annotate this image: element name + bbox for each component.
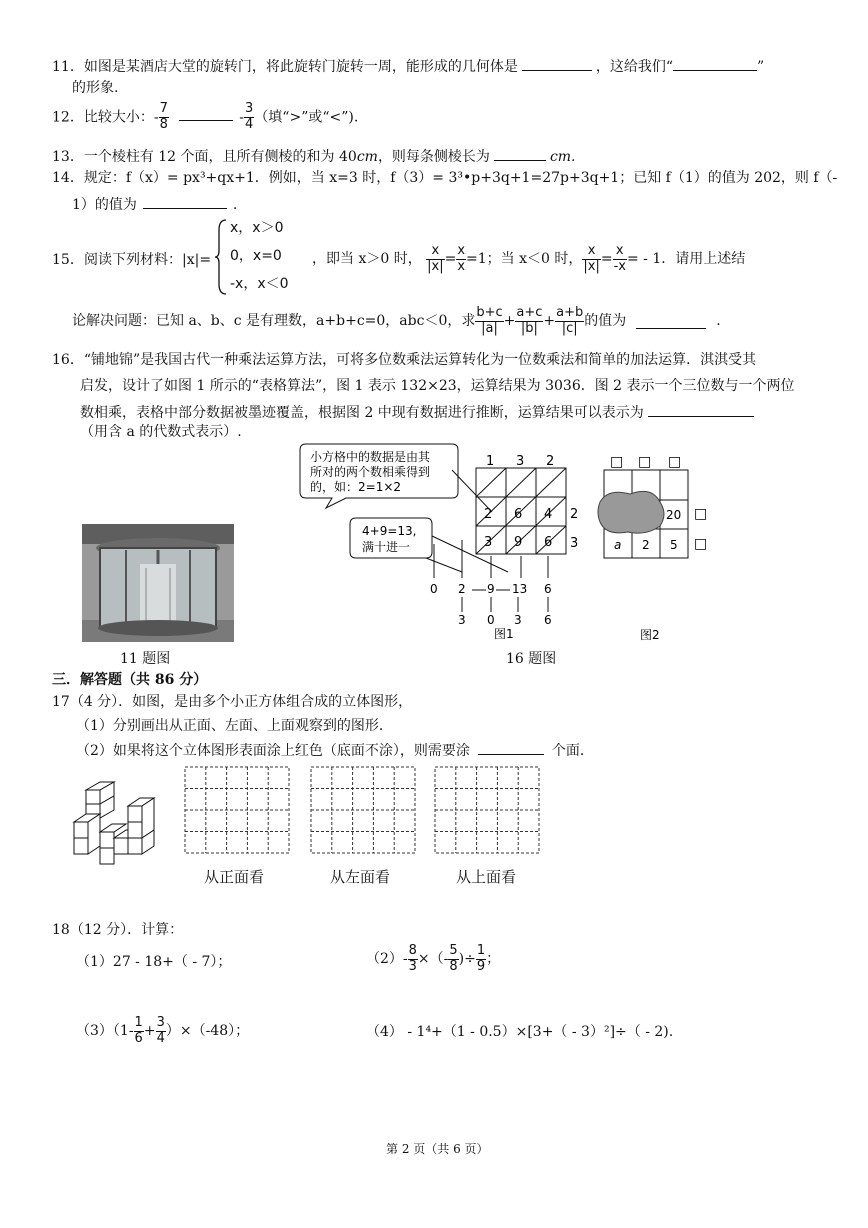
callout-1-line-2: 所对的两个数相乘得到 xyxy=(310,465,431,479)
q11-answer-blank-1[interactable] xyxy=(522,56,592,71)
q14-line2 xyxy=(72,194,237,214)
q17-part-2-text: （2）如果将这个立体图形表面涂上红色（底面不涂），则需要涂 xyxy=(76,743,470,759)
q15-fraction-1: $\frac{x}{|x|}$ xyxy=(427,243,444,274)
q15-fraction-4: $\frac{x}{-x}$ xyxy=(613,243,626,274)
sum-digit-4: 13 xyxy=(512,582,528,596)
side-digit-2: 3 xyxy=(570,536,579,551)
q15-line2-end: 的值为 xyxy=(584,313,627,330)
q12-line xyxy=(52,102,358,133)
q15-end: . xyxy=(716,313,721,330)
callout-2-line-2: 满十进一 xyxy=(362,540,411,554)
q18-expr-2 xyxy=(366,944,500,975)
q13-answer-blank[interactable] xyxy=(494,146,546,161)
q13-text-b: ，则每条侧棱长为 xyxy=(377,149,490,165)
q15-eq1: =1；当 x＜0 时， xyxy=(466,251,583,268)
q11-answer-blank-2[interactable] xyxy=(673,56,757,71)
q15-answer-blank[interactable] xyxy=(636,314,706,329)
q15-text-a: 阅读下列材料：|x|= xyxy=(84,252,212,268)
q12-text-a: 比较大小：- xyxy=(83,109,159,126)
cell-r1c2: 6 xyxy=(514,507,523,522)
sum-digit-1: 0 xyxy=(430,582,438,596)
q11-line1 xyxy=(52,56,764,76)
q18-expr-3-b: + xyxy=(143,1023,156,1040)
q17-stem: 17（4 分）．如图，是由多个小正方体组合成的立体图形， xyxy=(52,694,413,710)
q12-fraction-1: $\frac{7}{8}$ xyxy=(159,101,168,132)
q13-number: 13． xyxy=(52,149,84,165)
q14-end: . xyxy=(232,197,238,213)
q15-line2-text: 论解决问题：已知 a、b、c 是有理数，a+b+c=0，abc＜0，求 xyxy=(72,313,476,330)
fig2-cell-20: 20 xyxy=(666,508,682,522)
q12-answer-blank[interactable] xyxy=(179,106,233,121)
figure-2-lattice xyxy=(594,450,714,650)
q15-rest-line1: ，即当 x＞0 时， $\frac{x}{|x|}$ = $\frac{x}{x}$ =1；当 x＜0 时， $\frac{x}{|x|}$ = $\frac{x}{-x}$ = - 1．请用上述结 xyxy=(312,243,746,274)
sum-digit-2: 2 xyxy=(458,582,466,596)
q18-expr-3-frac-1: $\frac{1}{6}$ xyxy=(134,1015,143,1046)
q13-unit: cm xyxy=(356,149,378,165)
fig2-cell-5: 5 xyxy=(670,538,678,552)
q15-number: 15． xyxy=(52,252,84,268)
figure-1-label: 图1 xyxy=(494,627,514,641)
cell-r2c2: 9 xyxy=(514,535,523,550)
q15-case-2: 0，x=0 xyxy=(230,248,282,264)
fig2-cell-2: 2 xyxy=(642,538,650,552)
grid-top-view[interactable] xyxy=(434,766,540,854)
result-digit-2: 0 xyxy=(487,613,495,627)
q16-line1 xyxy=(52,352,756,369)
callout-1-line-3: 的，如：2=1×2 xyxy=(310,480,402,494)
cell-r2c1: 3 xyxy=(484,535,493,550)
result-digit-1: 3 xyxy=(458,613,466,627)
figure-1-lattice xyxy=(286,440,596,652)
grid-left-view[interactable] xyxy=(310,766,416,854)
q18-expr-2-frac-1: $\frac{8}{3}$ xyxy=(408,943,417,974)
q15-frac-b: $\frac{a+c}{|b|}$ xyxy=(516,305,543,336)
q13-line xyxy=(52,146,576,166)
q11-text-c: ” xyxy=(757,59,765,75)
fig2-cell-a: a xyxy=(614,538,622,552)
q13-text-c: cm. xyxy=(549,149,576,165)
fig2-side-box-1: □ xyxy=(694,506,708,522)
result-digit-3: 3 xyxy=(514,613,522,627)
q12-text-c: （填“>”或“<”). xyxy=(254,109,359,126)
q18-expr-3-c: ）×（-48）； xyxy=(165,1023,250,1040)
q18-expr-3-a: （3）（1- xyxy=(76,1023,134,1040)
q18-expr-3 xyxy=(76,1016,249,1047)
cell-r2c3: 6 xyxy=(544,535,553,550)
page-footer: 第 2 页（共 6 页） xyxy=(386,1142,489,1156)
top-digit-2: 3 xyxy=(516,454,525,469)
figure-2-label: 图2 xyxy=(640,628,660,642)
grid-front-view[interactable] xyxy=(184,766,290,854)
section-3-heading: 三．解答题（共 86 分） xyxy=(52,672,208,688)
q14-text-2: 1）的值为 xyxy=(72,197,137,213)
top-digit-1: 1 xyxy=(486,454,495,469)
fig2-top-box-3: □ xyxy=(668,454,682,470)
q16-text-3: 数相乘，表格中部分数据被墨迹覆盖，根据图 2 中现有数据进行推断，运算结果可以表示为 xyxy=(80,405,644,421)
q17-part-1: （1）分别画出从正面、左面、上面观察到的图形． xyxy=(76,718,393,734)
label-front-view: 从正面看 xyxy=(204,868,265,886)
top-digit-3: 2 xyxy=(546,454,555,469)
q15-line2: 论解决问题：已知 a、b、c 是有理数，a+b+c=0，abc＜0，求 $\frac{b+c}{|a|}$ + $\frac{a+c}{|b|}$ + $\frac{a+b}{|c|}$ 的值为 . xyxy=(72,305,721,336)
q18-expr-2-a: （2）- xyxy=(366,951,408,968)
q18-stem: 18（12 分）．计算： xyxy=(52,922,184,938)
q18-expr-2-c: )÷ xyxy=(458,951,476,968)
q18-expr-2-b: ×（- xyxy=(417,951,449,968)
sum-digit-5: 6 xyxy=(544,582,552,596)
q14-answer-blank[interactable] xyxy=(143,194,227,209)
q14-text: 规定：f（x）= px³+qx+1．例如，当 x=3 时，f（3）= 3³•p+3q+1=27p+3q+1；已知 f（1）的值为 202，则 f（- xyxy=(83,170,838,186)
q18-expr-2-frac-3: $\frac{1}{9}$ xyxy=(476,943,486,974)
sum-digit-3: 9 xyxy=(487,582,495,596)
q15-brace xyxy=(214,218,228,296)
q15-text-b: ，即当 x＞0 时， xyxy=(312,251,422,268)
q15-frac-a: $\frac{b+c}{|a|}$ xyxy=(476,305,503,336)
q18-expr-2-frac-2: $\frac{5}{8}$ xyxy=(449,943,458,974)
cell-r1c3: 4 xyxy=(544,507,553,522)
q16-line3 xyxy=(80,402,754,422)
q15-case-3: -x，x＜0 xyxy=(230,276,289,292)
q14-line1 xyxy=(52,170,837,187)
fig2-top-box-1: □ xyxy=(610,454,624,470)
q11-text-b: ，这给我们“ xyxy=(595,59,673,75)
q16-number: 16． xyxy=(52,352,84,368)
q17-part-2-end: 个面． xyxy=(551,743,594,759)
q15-frac-c: $\frac{a+b}{|c|}$ xyxy=(556,305,584,336)
q11-line2: 的形象. xyxy=(72,80,119,96)
q15-case-1: x，x＞0 xyxy=(230,220,284,236)
cube-stack-figure xyxy=(70,776,160,866)
q11-number: 11． xyxy=(52,59,84,75)
q11-text-a: 如图是某酒店大堂的旋转门，将此旋转门旋转一周，能形成的几何体是 xyxy=(83,59,518,75)
q12-number: 12． xyxy=(52,109,84,126)
callout-1-line-1: 小方格中的数据是由其 xyxy=(310,450,431,464)
result-digit-4: 6 xyxy=(544,613,552,627)
q13-text-a: 一个棱柱有 12 个面，且所有侧棱的和为 40 xyxy=(83,149,357,165)
q16-line2: 启发，设计了如图 1 所示的“表格算法”，图 1 表示 132×23，运算结果为 3036．图 2 表示一个三位数与一个两位 xyxy=(80,378,795,394)
q16-answer-blank[interactable] xyxy=(648,402,754,417)
q17-answer-blank[interactable] xyxy=(478,740,544,755)
q18-expr-3-frac-2: $\frac{3}{4}$ xyxy=(156,1015,165,1046)
q16-text-1: “铺地锦”是我国古代一种乘法运算方法，可将多位数乘法运算转化为一位数乘法和简单的加法运算．淇淇受其 xyxy=(83,352,757,368)
q12-text-b: - xyxy=(239,109,245,126)
q18-expr-4: （4） - 1⁴+（1 - 0.5）×[3+（ - 3）²]÷（ - 2). xyxy=(366,1024,674,1040)
q14-number: 14． xyxy=(52,170,84,186)
caption-q16: 16 题图 xyxy=(506,651,557,667)
fig2-side-box-2: □ xyxy=(694,536,708,552)
q15-fraction-3: $\frac{x}{|x|}$ xyxy=(583,243,600,274)
q17-part-2 xyxy=(76,740,594,760)
side-digit-1: 2 xyxy=(570,507,579,522)
cell-r1c1: 2 xyxy=(484,507,493,522)
fig2-top-box-2: □ xyxy=(638,454,652,470)
revolving-door-photo xyxy=(82,524,234,642)
q16-line4: （用含 a 的代数式表示）. xyxy=(80,424,242,440)
q18-expr-2-d: ； xyxy=(486,951,501,968)
q12-fraction-2: $\frac{3}{4}$ xyxy=(245,101,254,132)
q15-eq2: = - 1．请用上述结 xyxy=(626,251,746,268)
callout-2-line-1: 4+9=13, xyxy=(362,524,417,538)
label-left-view: 从左面看 xyxy=(330,868,391,886)
q15-fraction-2: $\frac{x}{x}$ xyxy=(457,243,466,274)
label-top-view: 从上面看 xyxy=(456,868,517,886)
caption-q11: 11 题图 xyxy=(120,651,171,667)
q18-expr-1: （1）27 - 18+（ - 7）； xyxy=(76,954,232,970)
